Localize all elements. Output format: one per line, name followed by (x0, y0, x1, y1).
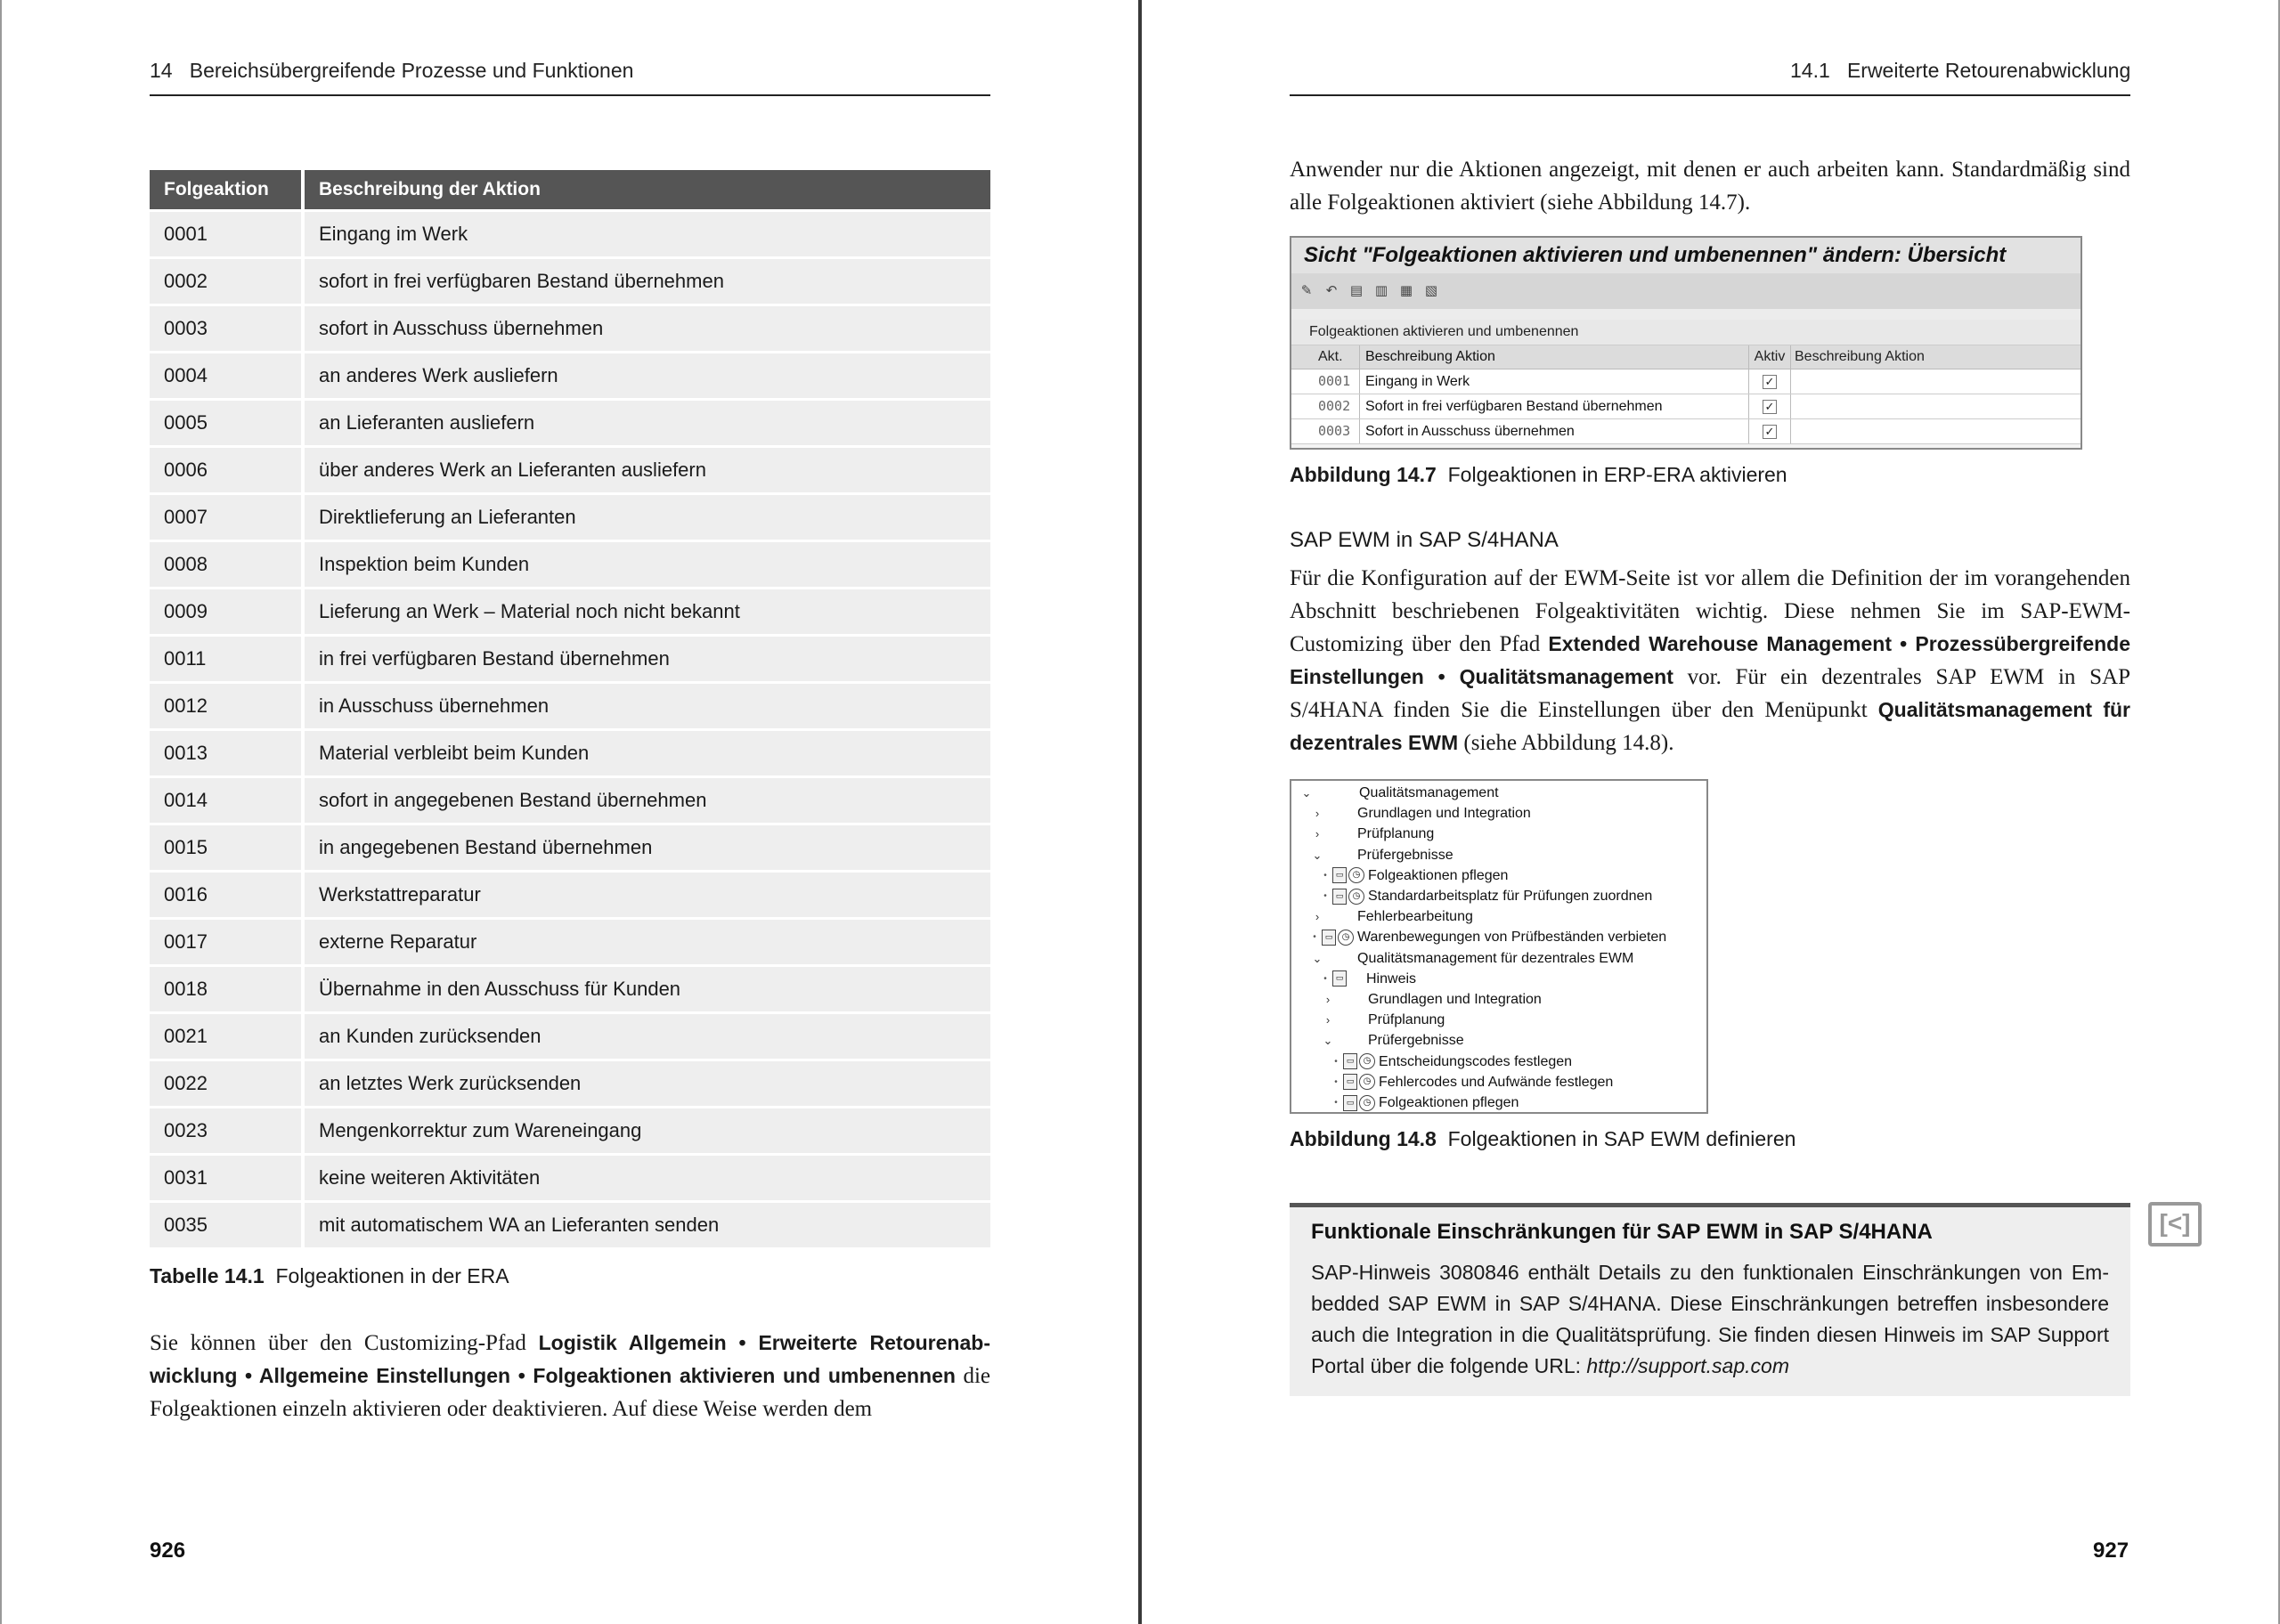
tree-node[interactable] (1322, 865, 1508, 886)
tree-node[interactable] (1311, 803, 1531, 824)
active-checkbox[interactable]: ✓ (1763, 375, 1777, 389)
tree-node[interactable] (1311, 845, 1454, 865)
tree-node-label: Prüfergebnisse (1368, 1033, 1464, 1049)
edit-icon[interactable]: ✎ (1300, 283, 1313, 298)
follow-action-code: 0014 (150, 778, 305, 823)
tree-node-label: Prüfergebnisse (1357, 847, 1454, 863)
sap-grid-row[interactable] (1291, 394, 2080, 419)
follow-action-description: sofort in frei verfügbaren Bestand übernehmen (305, 259, 990, 304)
tree-node[interactable] (1332, 1092, 1519, 1113)
bullet-icon: • (1334, 1076, 1338, 1087)
sap-action-code: 0002 (1318, 398, 1351, 414)
follow-action-code: 0001 (150, 212, 305, 256)
follow-action-description: sofort in Ausschuss übernehmen (305, 306, 990, 351)
tree-node[interactable] (1311, 927, 1666, 947)
tree-node[interactable] (1311, 948, 1633, 969)
follow-action-code: 0013 (150, 731, 305, 775)
follow-action-code: 0017 (150, 920, 305, 964)
chapter-number: 14 (150, 59, 173, 82)
follow-action-description: in angegebenen Bestand übernehmen (305, 825, 990, 870)
tree-node-label: Entscheidungscodes festlegen (1379, 1053, 1573, 1069)
sap-grid (1291, 345, 2080, 444)
tree-node[interactable] (1322, 989, 1542, 1010)
tree-node-label: Qualitätsmanagement für dezentrales EWM (1357, 950, 1634, 966)
expand-arrow-icon[interactable]: › (1325, 1013, 1331, 1027)
bullet-icon: • (1334, 1098, 1338, 1108)
table-row (150, 401, 990, 445)
follow-action-code: 0002 (150, 259, 305, 304)
table-row (150, 1014, 990, 1059)
tree-node[interactable] (1322, 969, 1416, 989)
follow-action-code: 0009 (150, 589, 305, 634)
bullet-icon: • (1334, 1056, 1338, 1067)
follow-action-code: 0031 (150, 1156, 305, 1200)
follow-action-code: 0022 (150, 1061, 305, 1106)
tree-node-label: Folgeaktionen pflegen (1368, 867, 1509, 883)
sap-custom-desc[interactable] (1790, 394, 2080, 418)
expand-arrow-icon[interactable]: › (1315, 827, 1320, 841)
note-title: Funktionale Einschränkungen für SAP EWM in SAP S/4HANA (1311, 1220, 1933, 1244)
execute-clock-icon[interactable]: ◷ (1359, 1053, 1375, 1069)
section-subheading: SAP EWM in SAP S/4HANA (1290, 528, 1559, 552)
sap-group-label: Folgeaktionen aktivieren und umbenennen (1291, 320, 2080, 345)
follow-action-code: 0006 (150, 448, 305, 492)
follow-action-description: über anderes Werk an Lieferanten ausliefern (305, 448, 990, 492)
collapse-arrow-icon[interactable]: ⌄ (1323, 1034, 1333, 1048)
sap-screen-title: Sicht "Folgeaktionen aktivieren und umbenennen" ändern: Übersicht (1291, 238, 2080, 273)
active-checkbox[interactable]: ✓ (1763, 400, 1777, 414)
follow-action-code: 0003 (150, 306, 305, 351)
follow-action-code: 0016 (150, 873, 305, 917)
new-entries-icon[interactable]: ▤ (1349, 283, 1364, 298)
table-row (150, 778, 990, 823)
table-caption: Tabelle 14.1 Folgeaktionen in der ERA (150, 1264, 509, 1287)
section-number: 14.1 (1790, 59, 1830, 82)
follow-action-description: Direktlieferung an Lieferanten (305, 495, 990, 540)
sap-action-desc: Eingang in Werk (1359, 369, 1748, 394)
table-row (150, 1156, 990, 1200)
table-row (150, 873, 990, 917)
follow-action-description: Übernahme in den Ausschuss für Kunden (305, 967, 990, 1011)
follow-action-description: Inspektion beim Kunden (305, 542, 990, 587)
sap-action-desc: Sofort in Ausschuss übernehmen (1359, 419, 1748, 443)
section-title: Erweiterte Retourenabwicklung (1846, 59, 2131, 82)
follow-action-description: keine weiteren Aktivitäten (305, 1156, 990, 1200)
tree-node-label: Grundlagen und Integration (1368, 992, 1542, 1007)
sap-action-code: 0001 (1318, 373, 1351, 389)
follow-action-description: Lieferung an Werk – Material noch nicht bekannt (305, 589, 990, 634)
follow-action-description: an Lieferanten ausliefern (305, 401, 990, 445)
follow-action-code: 0005 (150, 401, 305, 445)
tree-node[interactable] (1311, 906, 1473, 927)
follow-action-description: an anderes Werk ausliefern (305, 353, 990, 398)
tree-node[interactable] (1332, 1072, 1613, 1092)
document-icon[interactable]: ▭ (1343, 1095, 1357, 1111)
expand-arrow-icon[interactable]: › (1315, 910, 1320, 924)
tree-node-label: Qualitätsmanagement (1359, 785, 1499, 800)
running-head-right (1790, 59, 2130, 83)
table-row (150, 967, 990, 1011)
follow-action-code: 0007 (150, 495, 305, 540)
table-row (150, 1203, 990, 1247)
table-row (150, 684, 990, 728)
execute-clock-icon[interactable]: ◷ (1348, 889, 1364, 905)
follow-action-code: 0018 (150, 967, 305, 1011)
tree-node[interactable] (1300, 783, 1499, 803)
collapse-arrow-icon[interactable]: ⌄ (1312, 848, 1323, 862)
document-icon[interactable]: ▭ (1332, 889, 1347, 905)
table-row (150, 731, 990, 775)
tree-node[interactable] (1332, 1052, 1572, 1072)
table-row (150, 448, 990, 492)
tree-node-label: Grundlagen und Integration (1357, 806, 1531, 822)
collapse-arrow-icon[interactable]: ⌄ (1301, 786, 1312, 800)
expand-arrow-icon[interactable]: › (1325, 993, 1331, 1006)
figure-14-8-screenshot (1290, 779, 1708, 1114)
delete-icon[interactable]: ▦ (1399, 283, 1413, 298)
tree-node-label: Hinweis (1366, 970, 1417, 987)
table-row (150, 1108, 990, 1153)
follow-action-description: in Ausschuss übernehmen (305, 684, 990, 728)
execute-clock-icon[interactable]: ◷ (1359, 1074, 1375, 1090)
collapse-arrow-icon[interactable]: ⌄ (1312, 951, 1323, 965)
table-row (150, 920, 990, 964)
sap-grid-row[interactable] (1291, 419, 2080, 444)
figure-14-7-screenshot (1290, 236, 2082, 450)
figure-14-7-caption: Abbildung 14.7 Folgeaktionen in ERP-ERA aktivieren (1290, 463, 1787, 486)
running-head-left (150, 59, 633, 83)
table-header-desc: Beschreibung der Aktion (305, 170, 990, 209)
undo-icon[interactable]: ↶ (1325, 283, 1338, 298)
tree-node-label: Fehlerbearbeitung (1357, 909, 1473, 925)
follow-action-description: Material verbleibt beim Kunden (305, 731, 990, 775)
follow-action-code: 0023 (150, 1108, 305, 1153)
table-row (150, 825, 990, 870)
left-page (0, 0, 1138, 1624)
follow-action-code: 0011 (150, 637, 305, 681)
document-icon[interactable]: ▭ (1343, 1053, 1357, 1069)
tree-node-label: Fehlercodes und Aufwände festlegen (1379, 1074, 1614, 1090)
intro-paragraph: Anwender nur die Aktionen angezeigt, mit denen er auch arbeiten kann. Standardmäßig sind alle Folgeaktionen aktiviert (siehe Abbildung 14.7). (1290, 158, 2130, 215)
follow-action-description: mit automatischem WA an Lieferanten senden (305, 1203, 990, 1247)
follow-action-description: sofort in angegebenen Bestand übernehmen (305, 778, 990, 823)
table-header-code: Folgeaktion (150, 170, 305, 209)
bullet-icon: • (1313, 932, 1316, 943)
figure-14-8-caption: Abbildung 14.8 Folgeaktionen in SAP EWM definieren (1290, 1127, 1796, 1150)
tree-node-label: Prüfplanung (1357, 826, 1435, 842)
tree-node[interactable] (1322, 1030, 1464, 1051)
sap-grid-header: Akt. Beschreibung Aktion Aktiv Beschreibung Aktion (1291, 345, 2080, 369)
execute-clock-icon[interactable]: ◷ (1359, 1095, 1375, 1111)
sap-grid-row[interactable] (1291, 369, 2080, 394)
table-row (150, 259, 990, 304)
note-body: SAP-Hinweis 3080846 enthält Details zu den funktionalen Einschränkungen von Embedded SAP EWM in SAP S/4HANA. Diese Einschränkungen betreffen insbesondere auch die Integration in die Qualitätsprüfung. Sie finden diesen Hinweis im SAP Support Portal über die folgende URL: http://support.sap.com (1311, 1261, 2109, 1377)
tree-node[interactable] (1322, 886, 1652, 906)
bullet-icon: • (1323, 973, 1327, 984)
tree-node-label: Warenbewegungen von Prüfbeständen verbieten (1357, 930, 1667, 946)
follow-action-code: 0008 (150, 542, 305, 587)
note-url[interactable]: http://support.sap.com (1586, 1354, 1789, 1377)
note-icon: [<] (2148, 1202, 2202, 1246)
follow-action-description: externe Reparatur (305, 920, 990, 964)
follow-action-code: 0004 (150, 353, 305, 398)
copy-icon[interactable]: ▥ (1374, 283, 1388, 298)
page-number-right: 927 (2093, 1539, 2129, 1563)
follow-action-code: 0012 (150, 684, 305, 728)
follow-action-code: 0035 (150, 1203, 305, 1247)
follow-action-table (150, 167, 990, 1250)
ewm-paragraph: Für die Konfiguration auf der EWM-Seite ist vor allem die Definition der im vorangehenden Abschnitt beschriebenen Folgeaktivitäten wichtig. Diese nehmen Sie im SAP-EWM-Customizing über den Pfad Extended Warehouse Management • Prozessübergreifende Einstellungen • Qualitätsmanagement vor. Für ein dezentrales SAP EWM in SAP S/4HANA finden Sie die Einstellungen über den Menüpunkt Qualitätsmanagement für dezentrales EWM (siehe Abbildung 14.8). (1290, 566, 2130, 755)
tree-node-label: Standardarbeitsplatz für Prüfungen zuordnen (1368, 889, 1653, 904)
sap-action-desc: Sofort in frei verfügbaren Bestand übernehmen (1359, 394, 1748, 418)
table-row (150, 353, 990, 398)
document-icon[interactable]: ▭ (1332, 867, 1347, 883)
table-row (150, 306, 990, 351)
follow-action-description: an letztes Werk zurücksenden (305, 1061, 990, 1106)
follow-action-description: Eingang im Werk (305, 212, 990, 256)
note-box (1290, 1203, 2130, 1396)
table-row (150, 495, 990, 540)
active-checkbox[interactable]: ✓ (1763, 425, 1777, 439)
bullet-icon: • (1323, 870, 1327, 881)
tree-node[interactable] (1322, 1010, 1445, 1030)
table-row (150, 589, 990, 634)
follow-action-description: Mengenkorrektur zum Wareneingang (305, 1108, 990, 1153)
sap-custom-desc[interactable] (1790, 419, 2080, 443)
table-row (150, 212, 990, 256)
follow-action-code: 0015 (150, 825, 305, 870)
table-row (150, 1061, 990, 1106)
execute-clock-icon[interactable]: ◷ (1348, 867, 1364, 883)
follow-action-code: 0021 (150, 1014, 305, 1059)
tree-node-label: Prüfplanung (1368, 1012, 1445, 1028)
follow-action-description: in frei verfügbaren Bestand übernehmen (305, 637, 990, 681)
chapter-title: Bereichsübergreifende Prozesse und Funktionen (189, 59, 634, 82)
document-icon[interactable]: ▭ (1332, 970, 1347, 987)
document-icon[interactable]: ▭ (1322, 930, 1336, 946)
bullet-icon: • (1323, 891, 1327, 901)
follow-action-description: an Kunden zurücksenden (305, 1014, 990, 1059)
sap-toolbar (1291, 273, 2080, 309)
document-icon[interactable]: ▭ (1343, 1074, 1357, 1090)
header-rule (150, 94, 990, 96)
page-number-left: 926 (150, 1539, 186, 1563)
table-row (150, 637, 990, 681)
execute-clock-icon[interactable]: ◷ (1338, 930, 1354, 946)
tree-node-label: Folgeaktionen pflegen (1379, 1095, 1519, 1110)
header-rule-right (1290, 94, 2130, 96)
follow-action-description: Werkstattreparatur (305, 873, 990, 917)
sap-action-code: 0003 (1318, 423, 1351, 439)
table-row (150, 542, 990, 587)
body-paragraph-left: Sie können über den Customizing-Pfad Logistik Allgemein • Erweiterte Retourenabwicklung • Allgemeine Einstellungen • Folgeaktionen aktivieren und umbenennen die Folgeaktionen einzeln aktivieren oder deaktivieren. Auf diese Weise werden dem (150, 1331, 990, 1421)
sap-custom-desc[interactable] (1790, 369, 2080, 394)
select-icon[interactable]: ▧ (1424, 283, 1438, 298)
tree-node[interactable] (1311, 824, 1434, 844)
expand-arrow-icon[interactable]: › (1315, 807, 1320, 821)
